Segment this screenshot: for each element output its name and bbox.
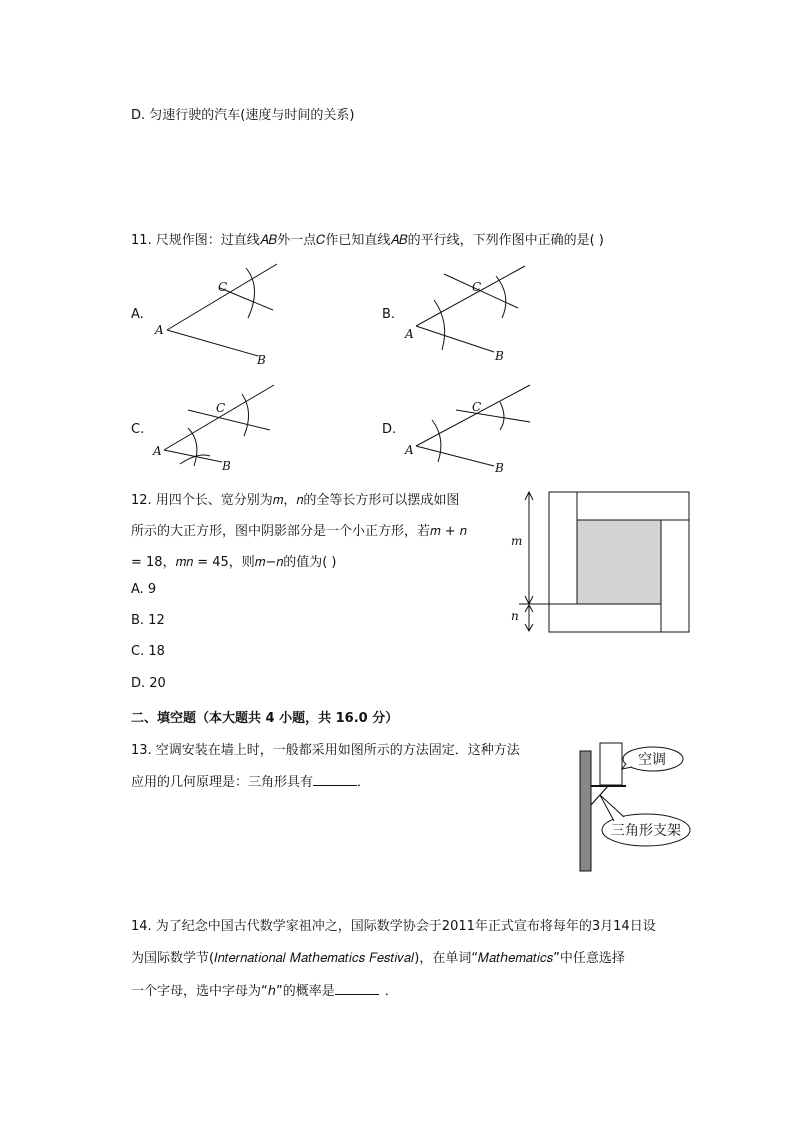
q12-shaded-square [577,520,661,604]
q11-option-a-label: A. [131,307,144,322]
q14-answer-blank[interactable] [335,982,379,995]
q13-stem-line2 [131,771,370,790]
q11-a-point-a: A [155,323,164,337]
q14-stem-line2: 为国际数学节(𝐼𝑛𝑡𝑒𝑟𝑛𝑎𝑡𝑖𝑜𝑛𝑎𝑙 𝑀𝑎𝑡ℎ𝑒𝑚𝑎𝑡𝑖𝑐𝑠 𝐹𝑒𝑠𝑡𝑖𝑣𝑎𝑙)，在单词“𝑀𝑎𝑡ℎ𝑒𝑚𝑎𝑡𝑖𝑐𝑠”中任意选择 [131,951,625,966]
q12-option-b: B. 12 [131,613,165,628]
q11-c-point-a: A [153,444,162,458]
q10-option-d: D. 匀速行驶的汽车(速度与时间的关系) [131,108,355,123]
q13-label-aircon: 空调 [638,752,666,768]
q11-stem: 11. 尺规作图：过直线𝐴𝐵外一点𝐶作已知直线𝐴𝐵的平行线，下列作图中正确的是( ) [131,233,604,248]
q12-label-m: m [511,534,523,548]
q14-stem-line1: 14. 为了纪念中国古代数学家祖冲之，国际数学协会于2011年正式宣布将每年的3月14日设 [131,919,656,934]
q11-option-c-label: C. [131,422,145,437]
q12-stem-line3: = 18，𝑚𝑛 = 45，则𝑚−𝑛的值为( ) [131,555,337,570]
q12-option-d: D. 20 [131,676,166,691]
q14-stem-line3 [131,980,398,999]
q13-air-conditioner [600,743,622,785]
q13-label-bracket: 三角形支架 [611,823,681,839]
q12-stem-line2: 所示的大正方形，图中阴影部分是一个小正方形，若𝑚 + 𝑛 [131,524,467,539]
q11-figure-b [402,258,537,370]
q12-option-c: C. 18 [131,644,165,659]
q11-c-point-c: C [216,401,226,415]
q11-figure-c [150,380,285,474]
q14-line3-suffix: ． [384,984,398,999]
q11-figure-d [402,380,537,474]
q11-b-point-c: C [472,280,482,294]
q12-option-a: A. 9 [131,582,157,597]
q11-d-point-a: A [405,443,414,457]
q13-line2-prefix: 应用的几何原理是：三角形具有 [131,775,314,790]
q14-line3-prefix: 一个字母，选中字母为“ℎ”的概率是 [131,984,335,999]
q12-square-figure [505,488,695,638]
q13-stem-line1: 13. 空调安装在墙上时，一般都采用如图所示的方法固定．这种方法 [131,743,520,758]
q11-b-point-b: B [495,349,504,363]
q11-d-point-c: C [472,400,482,414]
q11-a-point-b: B [257,353,266,367]
q12-label-n: n [511,609,519,623]
q11-b-point-a: A [405,327,414,341]
q11-option-b-label: B. [382,307,396,322]
q12-stem-line1: 12. 用四个长、宽分别为𝑚，𝑛的全等长方形可以摆成如图 [131,493,460,508]
q11-d-point-b: B [495,461,504,474]
q13-line2-suffix: ． [357,775,371,790]
q13-wall [580,751,591,871]
q11-figure-a [150,258,285,370]
section2-heading: 二、填空题（本大题共 4 小题，共 16.0 分） [131,711,399,726]
q13-wall-figure [570,735,700,877]
q13-answer-blank[interactable] [313,773,357,786]
q11-c-point-b: B [222,459,231,473]
q11-option-d-label: D. [382,422,397,437]
q11-a-point-c: C [218,280,228,294]
